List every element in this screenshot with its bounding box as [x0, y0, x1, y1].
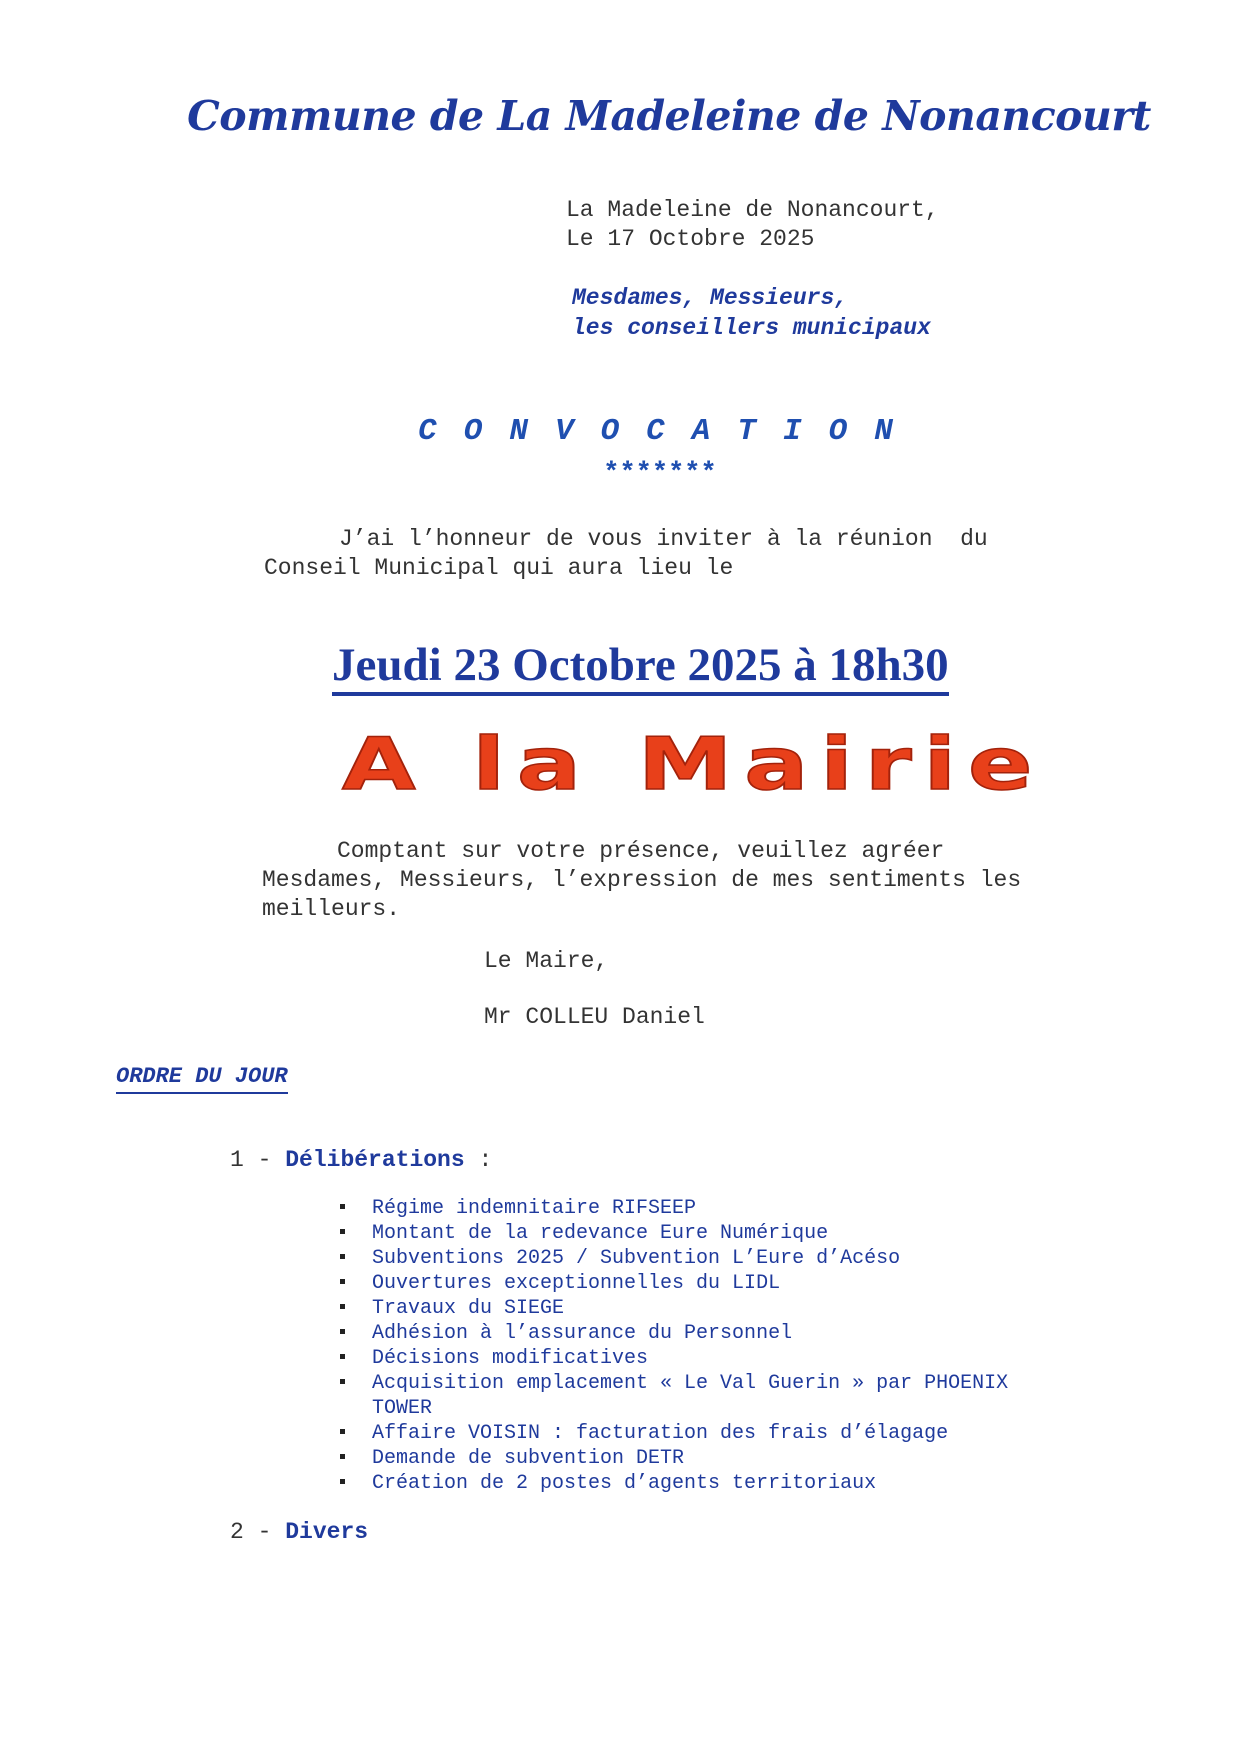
closing-line-1: Comptant sur votre présence, veuillez agréer — [337, 838, 945, 864]
meeting-location: A la Mairie — [342, 722, 1045, 806]
list-item: Adhésion à l’assurance du Personnel — [340, 1321, 1080, 1346]
agenda-section-1 — [230, 1147, 492, 1173]
section-number: 2 - — [230, 1519, 272, 1545]
invitation-line-2: Conseil Municipal qui aura lieu le — [264, 555, 734, 581]
signature-name: Mr COLLEU Daniel — [484, 1004, 705, 1030]
convocation-heading: CONVOCATION — [418, 414, 920, 449]
signature-role: Le Maire, — [484, 948, 609, 974]
meeting-date-time: Jeudi 23 Octobre 2025 à 18h30 — [332, 638, 949, 696]
commune-title: Commune de La Madeleine de Nonancourt — [187, 92, 1151, 140]
list-item: Acquisition emplacement « Le Val Guerin » par PHOENIX TOWER — [340, 1371, 1080, 1421]
bullet-icon — [340, 1354, 345, 1359]
invitation-line-1: J’ai l’honneur de vous inviter à la réunion du — [339, 526, 988, 552]
bullet-icon — [340, 1479, 345, 1484]
date-line: Le 17 Octobre 2025 — [566, 226, 815, 252]
bullet-icon — [340, 1454, 345, 1459]
addressee-block — [572, 283, 931, 343]
list-item: Subventions 2025 / Subvention L’Eure d’Acéso — [340, 1246, 1080, 1271]
bullet-icon — [340, 1304, 345, 1309]
bullet-icon — [340, 1329, 345, 1334]
agenda-heading: ORDRE DU JOUR — [116, 1064, 288, 1094]
bullet-icon — [340, 1429, 345, 1434]
closing-line-3: meilleurs. — [262, 896, 401, 922]
agenda-section-2 — [230, 1519, 368, 1545]
bullet-icon — [340, 1254, 345, 1259]
bullet-icon — [340, 1204, 345, 1209]
section-suffix: : — [464, 1147, 493, 1173]
list-item: Affaire VOISIN : facturation des frais d’élagage — [340, 1421, 1080, 1446]
place-date-block — [566, 196, 939, 254]
bullet-icon — [340, 1279, 345, 1284]
invitation-paragraph — [264, 525, 1064, 583]
section-label: Délibérations — [285, 1147, 465, 1173]
list-item: Ouvertures exceptionnelles du LIDL — [340, 1271, 1080, 1296]
list-item: Décisions modificatives — [340, 1346, 1080, 1371]
list-item: Demande de subvention DETR — [340, 1446, 1080, 1471]
list-item: Montant de la redevance Eure Numérique — [340, 1221, 1080, 1246]
section-label: Divers — [285, 1519, 369, 1545]
closing-paragraph — [262, 837, 1092, 924]
bullet-icon — [340, 1379, 345, 1384]
addressee-line-2: les conseillers municipaux — [572, 315, 931, 341]
bullet-icon — [340, 1229, 345, 1234]
stars-separator: ******* — [603, 459, 717, 489]
agenda-item-list — [340, 1196, 1080, 1496]
place-line: La Madeleine de Nonancourt, — [566, 197, 939, 223]
addressee-line-1: Mesdames, Messieurs, — [572, 285, 849, 311]
list-item: Régime indemnitaire RIFSEEP — [340, 1196, 1080, 1221]
section-number: 1 - — [230, 1147, 272, 1173]
closing-line-2: Mesdames, Messieurs, l’expression de mes sentiments les — [262, 867, 1022, 893]
list-item: Création de 2 postes d’agents territoriaux — [340, 1471, 1080, 1496]
list-item: Travaux du SIEGE — [340, 1296, 1080, 1321]
